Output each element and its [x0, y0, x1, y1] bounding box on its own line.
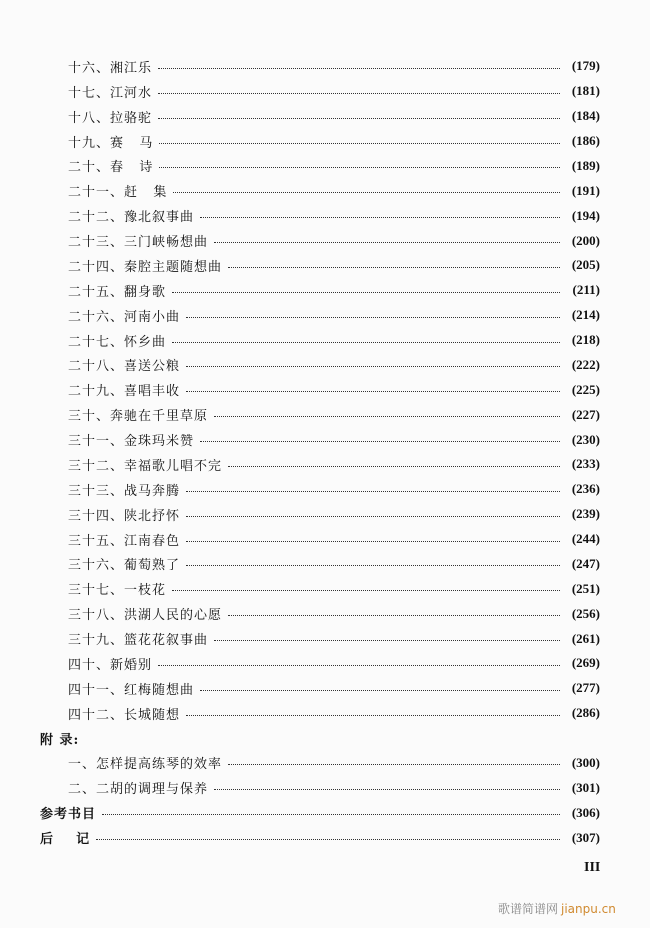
- entry-label: 二十七、怀乡曲: [68, 334, 167, 350]
- entry-page: (230): [571, 431, 600, 447]
- dot-leader: [186, 491, 560, 492]
- entry-page: (277): [571, 680, 600, 696]
- table-of-contents: [40, 54, 600, 850]
- entry-page: (301): [571, 779, 600, 795]
- entry-label: 四十二、长城随想: [68, 707, 181, 723]
- entry-label: 十九、赛 马: [68, 135, 154, 151]
- entry-label: 四十、新婚别: [68, 657, 153, 673]
- dot-leader: [173, 192, 560, 193]
- dot-leader: [214, 416, 560, 417]
- toc-entry[interactable]: [40, 178, 600, 203]
- entry-label: 三十六、葡萄熟了: [68, 558, 181, 574]
- toc-entry[interactable]: [40, 402, 600, 427]
- dot-leader: [186, 715, 560, 716]
- toc-entry[interactable]: [40, 701, 600, 726]
- dot-leader: [186, 317, 560, 318]
- dot-leader: [214, 789, 560, 790]
- entry-page: (222): [571, 356, 600, 372]
- entry-label: 三十八、洪湖人民的心愿: [68, 608, 223, 624]
- toc-entry[interactable]: [40, 477, 600, 502]
- entry-page: (306): [571, 804, 600, 820]
- entry-page: (186): [571, 133, 600, 149]
- entry-page: (218): [571, 332, 600, 348]
- entry-page: (205): [571, 257, 600, 273]
- entry-page: (256): [571, 605, 600, 621]
- watermark-cn: 歌谱简谱网: [498, 902, 559, 916]
- dot-leader: [228, 615, 560, 616]
- entry-page: (307): [571, 829, 600, 845]
- entry-page: (236): [571, 481, 600, 497]
- entry-label: 二、二胡的调理与保养: [68, 782, 209, 798]
- entry-page: (211): [572, 282, 600, 298]
- toc-entry[interactable]: [40, 452, 600, 477]
- dot-leader: [186, 366, 560, 367]
- toc-entry[interactable]: [40, 54, 600, 79]
- dot-leader: [158, 118, 560, 119]
- dot-leader: [186, 516, 560, 517]
- entry-label: 三十二、幸福歌儿唱不完: [68, 458, 223, 474]
- dot-leader: [228, 267, 560, 268]
- entry-page: (189): [571, 157, 600, 173]
- toc-entry[interactable]: [40, 303, 600, 328]
- page-folio: III: [584, 860, 601, 875]
- toc-entry[interactable]: [40, 79, 600, 104]
- dot-leader: [102, 814, 560, 815]
- dot-leader: [158, 665, 560, 666]
- toc-entry[interactable]: [40, 427, 600, 452]
- dot-leader: [186, 565, 560, 566]
- entry-page: (194): [571, 207, 600, 223]
- entry-page: (179): [571, 58, 600, 74]
- toc-entry[interactable]: [40, 104, 600, 129]
- entry-label: 二十八、喜送公粮: [68, 359, 181, 375]
- dot-leader: [214, 640, 560, 641]
- entry-label: 三十、奔驰在千里草原: [68, 409, 209, 425]
- toc-entry[interactable]: [40, 203, 600, 228]
- entry-label: 三十一、金珠玛米赞: [68, 434, 195, 450]
- toc-entry-references[interactable]: [40, 800, 600, 825]
- entry-label: 一、怎样提高练琴的效率: [68, 757, 223, 773]
- toc-entry[interactable]: [40, 328, 600, 353]
- toc-entry[interactable]: [40, 502, 600, 527]
- toc-entry[interactable]: [40, 228, 600, 253]
- entry-page: (227): [571, 406, 600, 422]
- entry-page: (200): [571, 232, 600, 248]
- entry-page: (286): [571, 705, 600, 721]
- entry-label: 十六、湘江乐: [68, 60, 153, 76]
- dot-leader: [172, 292, 560, 293]
- toc-entry[interactable]: [40, 751, 600, 776]
- toc-entry[interactable]: [40, 377, 600, 402]
- toc-entry-afterword[interactable]: [40, 825, 600, 850]
- toc-entry[interactable]: [40, 527, 600, 552]
- appendix-heading: 附 录:: [40, 732, 80, 748]
- entry-page: (225): [571, 381, 600, 397]
- entry-page: (251): [571, 580, 600, 596]
- entry-label: 三十四、陕北抒怀: [68, 508, 181, 524]
- entry-label: 二十、春 诗: [68, 160, 154, 176]
- entry-page: (300): [571, 754, 600, 770]
- dot-leader: [159, 143, 560, 144]
- toc-entry[interactable]: [40, 626, 600, 651]
- entry-label: 二十九、喜唱丰收: [68, 384, 181, 400]
- entry-label: 二十五、翻身歌: [68, 284, 167, 300]
- dot-leader: [172, 590, 560, 591]
- entry-page: (244): [571, 531, 600, 547]
- toc-entry[interactable]: [40, 154, 600, 179]
- appendix-entries: [40, 751, 600, 801]
- dot-leader: [200, 217, 560, 218]
- entry-label: 二十四、秦腔主题随想曲: [68, 259, 223, 275]
- dot-leader: [186, 391, 560, 392]
- toc-entry[interactable]: [40, 552, 600, 577]
- entry-page: (191): [571, 182, 600, 198]
- toc-entry[interactable]: [40, 651, 600, 676]
- toc-entry[interactable]: [40, 253, 600, 278]
- entry-label: 三十三、战马奔腾: [68, 483, 181, 499]
- entry-label: 十八、拉骆驼: [68, 110, 153, 126]
- toc-entry[interactable]: [40, 129, 600, 154]
- entry-label: 参考书目: [40, 807, 97, 823]
- toc-entry[interactable]: [40, 278, 600, 303]
- dot-leader: [228, 764, 560, 765]
- entry-label: 四十一、红梅随想曲: [68, 682, 195, 698]
- entry-page: (269): [571, 655, 600, 671]
- watermark: [498, 900, 616, 917]
- watermark-url: jianpu.cn: [561, 902, 616, 916]
- toc-entries: [40, 54, 600, 726]
- entry-label: 二十六、河南小曲: [68, 309, 181, 325]
- dot-leader: [200, 441, 560, 442]
- dot-leader: [96, 839, 560, 840]
- entry-label: 后 记: [40, 832, 91, 848]
- entry-page: (233): [571, 456, 600, 472]
- toc-entry[interactable]: [40, 576, 600, 601]
- dot-leader: [158, 68, 560, 69]
- dot-leader: [228, 466, 560, 467]
- toc-entry[interactable]: [40, 775, 600, 800]
- entry-label: 三十七、一枝花: [68, 583, 167, 599]
- entry-page: (181): [571, 83, 600, 99]
- dot-leader: [172, 342, 560, 343]
- entry-page: (247): [571, 555, 600, 571]
- dot-leader: [159, 167, 560, 168]
- entry-page: (184): [571, 108, 600, 124]
- dot-leader: [200, 690, 560, 691]
- entry-label: 十七、江河水: [68, 85, 153, 101]
- toc-entry[interactable]: [40, 353, 600, 378]
- toc-entry[interactable]: [40, 676, 600, 701]
- entry-label: 二十二、豫北叙事曲: [68, 210, 195, 226]
- dot-leader: [214, 242, 560, 243]
- dot-leader: [158, 93, 560, 94]
- dot-leader: [186, 541, 560, 542]
- entry-page: (214): [571, 307, 600, 323]
- entry-page: (261): [571, 630, 600, 646]
- toc-entry[interactable]: [40, 601, 600, 626]
- entry-label: 二十三、三门峡畅想曲: [68, 235, 209, 251]
- entry-label: 二十一、赶 集: [68, 185, 168, 201]
- entry-page: (239): [571, 506, 600, 522]
- entry-label: 三十五、江南春色: [68, 533, 181, 549]
- entry-label: 三十九、篮花花叙事曲: [68, 633, 209, 649]
